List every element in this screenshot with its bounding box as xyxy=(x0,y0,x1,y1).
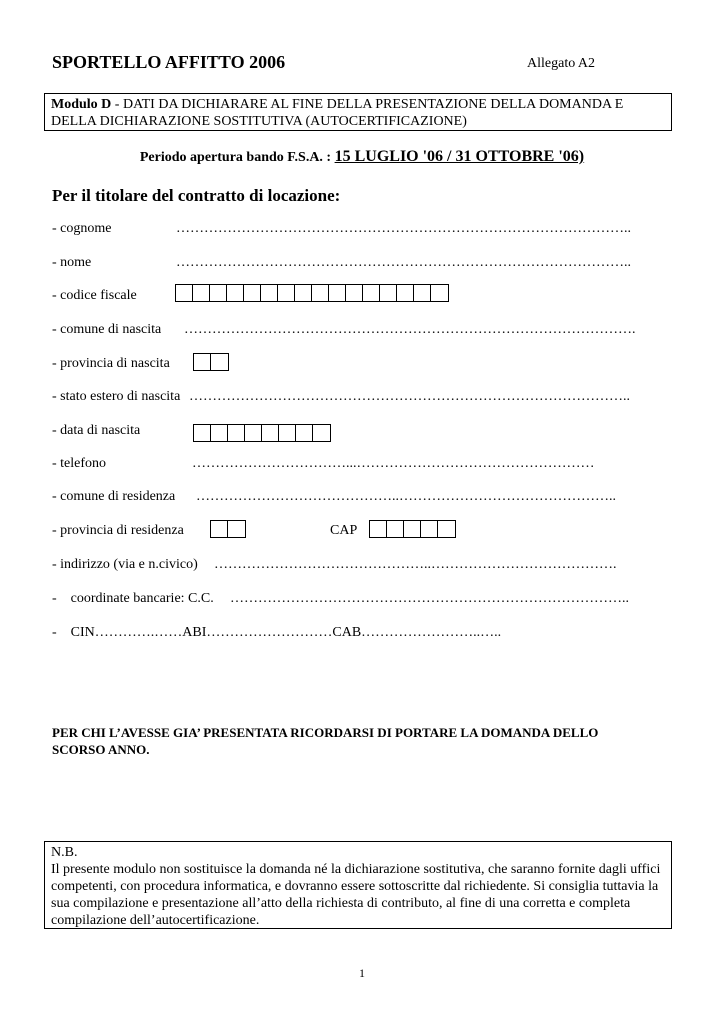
dn-cell[interactable] xyxy=(228,425,245,441)
cf-cell[interactable] xyxy=(312,285,329,301)
cf-cell[interactable] xyxy=(176,285,193,301)
cf-cell[interactable] xyxy=(210,285,227,301)
indirizzo-label: - indirizzo (via e n.civico) xyxy=(52,557,198,572)
page-number: 1 xyxy=(359,966,365,980)
dn-cell[interactable] xyxy=(313,425,330,441)
cf-cell[interactable] xyxy=(227,285,244,301)
period-line xyxy=(0,148,724,166)
cognome-label: - cognome xyxy=(52,221,112,236)
period-value: 15 LUGLIO '06 / 31 OTTOBRE '06) xyxy=(334,148,585,165)
dn-cell[interactable] xyxy=(296,425,313,441)
comune-residenza-label: - comune di residenza xyxy=(52,489,176,504)
coordinate-bancarie-field[interactable]: ………………………………………………………………………….. xyxy=(230,591,629,606)
indirizzo-field[interactable]: ………………………………………..…………………………………. xyxy=(214,557,617,572)
nb-text: Il presente modulo non sostituisce la domanda né la dichiarazione sostitutiva, che saranno fornite dagli uffici competenti, con procedura informatica, e dovranno essere sottoscritte dal richiedente. Si consiglia tuttavia la sua compilazione e presentazione all’atto della richiesta di contributo, al fine di una corretta e completa compilazione dell’autocertificazione. xyxy=(51,862,661,928)
module-text-1: - DATI DA DICHIARARE AL FINE DELLA PRESENTAZIONE DELLA DOMANDA E xyxy=(111,97,624,112)
notice-text: PER CHI L’AVESSE GIA’ PRESENTATA RICORDARSI DI PORTARE LA DOMANDA DELLO SCORSO ANNO. xyxy=(52,725,599,757)
data-nascita-field[interactable] xyxy=(193,424,331,442)
cf-cell[interactable] xyxy=(244,285,261,301)
dn-cell[interactable] xyxy=(245,425,262,441)
cap-cell[interactable] xyxy=(404,521,421,537)
section-title: Per il titolare del contratto di locazione: xyxy=(52,186,341,205)
pr-cell[interactable] xyxy=(211,521,228,537)
cf-cell[interactable] xyxy=(363,285,380,301)
module-box xyxy=(44,93,672,131)
module-line-1 xyxy=(51,96,665,113)
nb-box xyxy=(44,841,672,929)
telefono-label: - telefono xyxy=(52,456,107,471)
coordinate-bancarie-label: - coordinate bancarie: C.C. xyxy=(52,591,214,606)
dn-cell[interactable] xyxy=(211,425,228,441)
cap-field[interactable] xyxy=(369,520,456,538)
nome-label: - nome xyxy=(52,255,92,270)
cf-cell[interactable] xyxy=(397,285,414,301)
cf-cell[interactable] xyxy=(278,285,295,301)
stato-estero-nascita-field[interactable]: ………………………………………………………………………………….. xyxy=(189,389,630,404)
pn-cell[interactable] xyxy=(211,354,228,370)
data-nascita-label: - data di nascita xyxy=(52,423,141,438)
attachment-label: Allegato A2 xyxy=(527,56,596,71)
cf-cell[interactable] xyxy=(414,285,431,301)
provincia-residenza-label: - provincia di residenza xyxy=(52,523,184,538)
cf-cell[interactable] xyxy=(193,285,210,301)
cf-cell[interactable] xyxy=(261,285,278,301)
module-label: Modulo D xyxy=(51,97,112,112)
codice-fiscale-label: - codice fiscale xyxy=(52,288,137,303)
cap-cell[interactable] xyxy=(387,521,404,537)
cf-cell[interactable] xyxy=(346,285,363,301)
comune-nascita-field[interactable]: ……………………………………………………………………………………. xyxy=(184,322,636,337)
comune-residenza-field[interactable]: ……………………………………..……………………………………….. xyxy=(196,489,616,504)
cap-cell[interactable] xyxy=(421,521,438,537)
dn-cell[interactable] xyxy=(262,425,279,441)
cap-cell[interactable] xyxy=(438,521,455,537)
dn-cell[interactable] xyxy=(194,425,211,441)
nb-title: N.B. xyxy=(51,845,78,860)
telefono-field[interactable]: ……………………………...…………………………………………… xyxy=(192,456,595,471)
pr-cell[interactable] xyxy=(228,521,245,537)
cin-abi-cab-field[interactable]: - CIN………….……ABI………………………CAB……………………..….. xyxy=(52,625,502,640)
page-title: SPORTELLO AFFITTO 2006 xyxy=(52,52,286,72)
nome-field[interactable]: …………………………………………………………………………………….. xyxy=(176,255,631,270)
provincia-nascita-field[interactable] xyxy=(193,353,229,371)
stato-estero-nascita-label: - stato estero di nascita xyxy=(52,389,181,404)
module-text-2: DELLA DICHIARAZIONE SOSTITUTIVA (AUTOCERTIFICAZIONE) xyxy=(51,114,467,129)
dn-cell[interactable] xyxy=(279,425,296,441)
cognome-field[interactable]: …………………………………………………………………………………….. xyxy=(176,221,631,236)
pn-cell[interactable] xyxy=(194,354,211,370)
comune-nascita-label: - comune di nascita xyxy=(52,322,162,337)
period-label: Periodo apertura bando F.S.A. : xyxy=(139,150,335,165)
codice-fiscale-field[interactable] xyxy=(175,284,449,302)
cf-cell[interactable] xyxy=(295,285,312,301)
cap-label: CAP xyxy=(330,523,358,538)
cf-cell[interactable] xyxy=(380,285,397,301)
provincia-nascita-label: - provincia di nascita xyxy=(52,356,170,371)
cap-cell[interactable] xyxy=(370,521,387,537)
cf-cell[interactable] xyxy=(431,285,448,301)
cf-cell[interactable] xyxy=(329,285,346,301)
provincia-residenza-field[interactable] xyxy=(210,520,246,538)
